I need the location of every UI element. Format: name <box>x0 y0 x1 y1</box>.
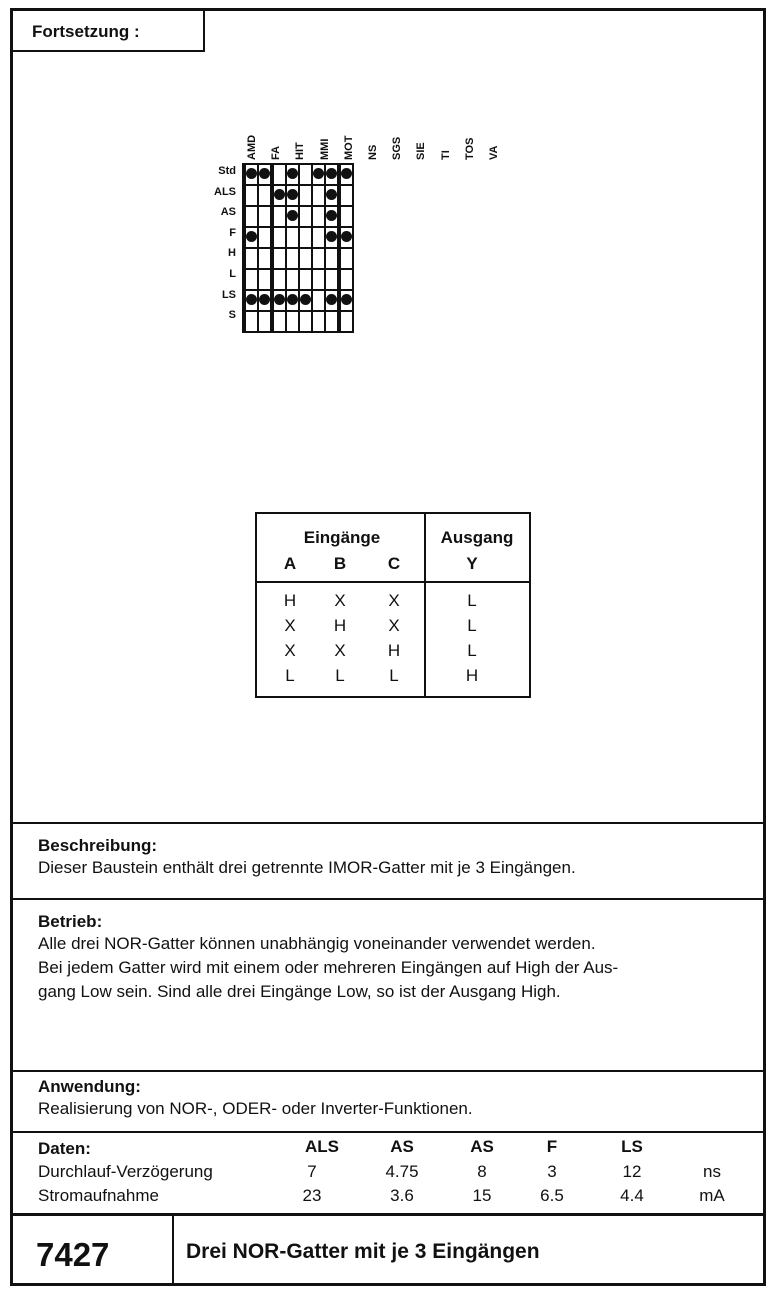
family-row-label: L <box>229 268 236 280</box>
family-row-label: ALS <box>214 185 236 198</box>
family-header: AS <box>390 1137 414 1156</box>
family-row-label: Std <box>218 165 236 177</box>
availability-dot <box>326 189 337 200</box>
manufacturer-cell <box>299 227 312 248</box>
manufacturer-cell <box>273 290 286 311</box>
manufacturer-cell <box>299 290 312 311</box>
operation-line: Bei jedem Gatter wird mit einem oder mehreren Eingängen auf High der Aus- <box>38 958 619 977</box>
truth-input-cell: H <box>387 641 401 660</box>
data-section <box>10 1131 766 1213</box>
family-header: ALS <box>305 1137 339 1156</box>
current-unit: mA <box>699 1186 725 1205</box>
part-title: Drei NOR-Gatter mit je 3 Eingängen <box>186 1240 540 1263</box>
manufacturer-cell <box>273 206 286 227</box>
input-col-a: A <box>283 554 297 573</box>
truth-input-cell: X <box>388 616 400 635</box>
family-row-label: AS <box>220 206 236 219</box>
manufacturer-cell <box>325 185 338 206</box>
current-label: Stromaufnahme <box>38 1186 159 1205</box>
manufacturer-cell <box>299 248 312 269</box>
manufacturer-cell <box>325 311 338 332</box>
manufacturer-col-header: NS <box>367 144 379 160</box>
manufacturer-cell <box>245 206 258 227</box>
availability-dot <box>341 294 352 305</box>
manufacturer-cell <box>312 269 325 290</box>
truth-input-cell: X <box>284 641 296 660</box>
output-header: Ausgang <box>440 528 514 547</box>
manufacturer-cell <box>312 290 325 311</box>
manufacturer-cell <box>299 164 312 185</box>
truth-input-cell: X <box>284 616 296 635</box>
inputs-header: Eingänge <box>303 528 381 547</box>
description-heading: Beschreibung: <box>38 836 158 855</box>
family-row-label: F <box>229 226 236 239</box>
delay-value: 4.75 <box>385 1162 419 1181</box>
manufacturer-col-header: VA <box>488 145 500 160</box>
manufacturer-cell <box>245 248 258 269</box>
availability-dot <box>259 294 270 305</box>
manufacturer-col-header: MMI <box>318 138 331 160</box>
operation-line: gang Low sein. Sind alle drei Eingänge Low, so ist der Ausgang High. <box>38 982 561 1001</box>
manufacturer-cell <box>286 311 299 332</box>
availability-dot <box>326 231 337 242</box>
truth-input-cell: X <box>334 591 346 610</box>
input-col-b: B <box>333 554 347 573</box>
manufacturer-cell <box>312 164 325 185</box>
availability-dot <box>326 210 337 221</box>
manufacturer-cell <box>299 206 312 227</box>
application-heading: Anwendung: <box>38 1077 141 1096</box>
current-value: 3.6 <box>390 1186 414 1205</box>
operation-heading: Betrieb: <box>38 912 103 931</box>
manufacturer-cell <box>340 290 353 311</box>
description-section <box>10 822 766 898</box>
availability-dot <box>287 210 298 221</box>
manufacturer-col-header: TOS <box>463 137 476 160</box>
manufacturer-cell <box>273 164 286 185</box>
current-value: 15 <box>472 1186 492 1205</box>
availability-dot <box>326 168 337 179</box>
manufacturer-cell <box>258 206 271 227</box>
manufacturer-cell <box>258 311 271 332</box>
current-value: 6.5 <box>540 1186 564 1205</box>
availability-dot <box>341 168 352 179</box>
output-col-y: Y <box>466 554 478 573</box>
truth-output-cell: H <box>465 666 479 685</box>
manufacturer-cell <box>299 269 312 290</box>
availability-dot <box>246 231 257 242</box>
manufacturer-cell <box>273 248 286 269</box>
manufacturer-cell <box>258 290 271 311</box>
family-header: F <box>546 1137 558 1156</box>
manufacturer-cell <box>286 164 299 185</box>
data-heading: Daten: <box>38 1139 91 1158</box>
manufacturer-cell <box>312 185 325 206</box>
operation-line: Alle drei NOR-Gatter können unabhängig voneinander verwendet werden. <box>38 934 596 953</box>
truth-input-cell: L <box>389 666 399 685</box>
part-number: 7427 <box>36 1236 110 1273</box>
family-header: AS <box>470 1137 494 1156</box>
manufacturer-cell <box>340 269 353 290</box>
manufacturer-cell <box>340 311 353 332</box>
application-section <box>10 1070 766 1131</box>
manufacturer-col-header: FA <box>270 145 283 160</box>
manufacturer-cell <box>340 248 353 269</box>
manufacturer-cell <box>312 311 325 332</box>
manufacturer-cells <box>242 163 354 333</box>
manufacturer-col-header: TI <box>439 150 452 160</box>
truth-input-cell: H <box>283 591 297 610</box>
manufacturer-col-header: AMD <box>246 134 258 160</box>
manufacturer-cell <box>312 227 325 248</box>
truth-input-cell: X <box>388 591 400 610</box>
manufacturer-cell <box>340 227 353 248</box>
truth-input-cell: L <box>335 666 345 685</box>
delay-label: Durchlauf-Verzögerung <box>38 1162 213 1181</box>
availability-dot <box>341 231 352 242</box>
manufacturer-cell <box>312 206 325 227</box>
manufacturer-cell <box>325 248 338 269</box>
manufacturer-cell <box>245 164 258 185</box>
manufacturer-cell <box>325 290 338 311</box>
application-text: Realisierung von NOR-, ODER- oder Inverter-Funktionen. <box>38 1099 473 1118</box>
manufacturer-col-header: SIE <box>415 142 428 160</box>
manufacturer-cell <box>286 248 299 269</box>
availability-dot <box>300 294 311 305</box>
manufacturer-cell <box>245 311 258 332</box>
manufacturer-cell <box>286 269 299 290</box>
current-value: 4.4 <box>620 1186 644 1205</box>
manufacturer-cell <box>286 185 299 206</box>
continuation-label: Fortsetzung : <box>10 8 205 52</box>
manufacturer-cell <box>258 185 271 206</box>
family-row-label: S <box>228 309 236 322</box>
manufacturer-cell <box>340 185 353 206</box>
truth-output-cell: L <box>467 616 477 635</box>
manufacturer-cell <box>325 269 338 290</box>
manufacturer-cell <box>340 206 353 227</box>
manufacturer-cell <box>312 248 325 269</box>
manufacturer-cell <box>258 248 271 269</box>
availability-dot <box>313 168 324 179</box>
manufacturer-cell <box>258 269 271 290</box>
manufacturer-cell <box>286 290 299 311</box>
truth-input-cell: H <box>333 616 347 635</box>
availability-dot <box>274 189 285 200</box>
input-col-c: C <box>387 554 401 573</box>
manufacturer-cell <box>299 311 312 332</box>
current-value: 23 <box>302 1186 322 1205</box>
truth-output-cell: L <box>467 641 477 660</box>
operation-section <box>10 898 766 1070</box>
manufacturer-cell <box>286 227 299 248</box>
manufacturer-col-header: SGS <box>391 136 404 160</box>
manufacturer-cell <box>273 185 286 206</box>
truth-input-cell: L <box>285 666 295 685</box>
manufacturer-cell <box>273 269 286 290</box>
manufacturer-cell <box>245 227 258 248</box>
availability-dot <box>287 189 298 200</box>
manufacturer-col-header: HIT <box>294 142 307 160</box>
truth-output-cell: L <box>467 591 477 610</box>
manufacturer-cell <box>258 164 271 185</box>
description-text: Dieser Baustein enthält drei getrennte IMOR-Gatter mit je 3 Eingängen. <box>38 858 576 877</box>
availability-dot <box>246 294 257 305</box>
manufacturer-cell <box>245 269 258 290</box>
manufacturer-cell <box>299 185 312 206</box>
truth-input-cell: X <box>334 641 346 660</box>
manufacturer-cell <box>286 206 299 227</box>
manufacturer-cell <box>325 164 338 185</box>
family-header: LS <box>621 1137 643 1156</box>
availability-dot <box>246 168 257 179</box>
family-row-label: LS <box>221 288 236 301</box>
manufacturer-cell <box>325 206 338 227</box>
delay-value: 8 <box>477 1162 487 1181</box>
manufacturer-cell <box>258 227 271 248</box>
availability-dot <box>259 168 270 179</box>
manufacturer-cell <box>325 227 338 248</box>
delay-value: 3 <box>547 1162 557 1181</box>
family-row-label: H <box>228 247 236 260</box>
manufacturer-cell <box>245 185 258 206</box>
manufacturer-cell <box>273 311 286 332</box>
footer <box>10 1213 766 1286</box>
manufacturer-cell <box>245 290 258 311</box>
manufacturer-cell <box>340 164 353 185</box>
delay-value: 12 <box>622 1162 642 1181</box>
manufacturer-col-header: MOT <box>342 135 355 160</box>
availability-dot <box>274 294 285 305</box>
manufacturer-cell <box>273 227 286 248</box>
availability-dot <box>287 168 298 179</box>
truth-table <box>255 512 531 698</box>
availability-dot <box>287 294 298 305</box>
delay-unit: ns <box>703 1162 721 1181</box>
availability-dot <box>326 294 337 305</box>
delay-value: 7 <box>307 1162 317 1181</box>
